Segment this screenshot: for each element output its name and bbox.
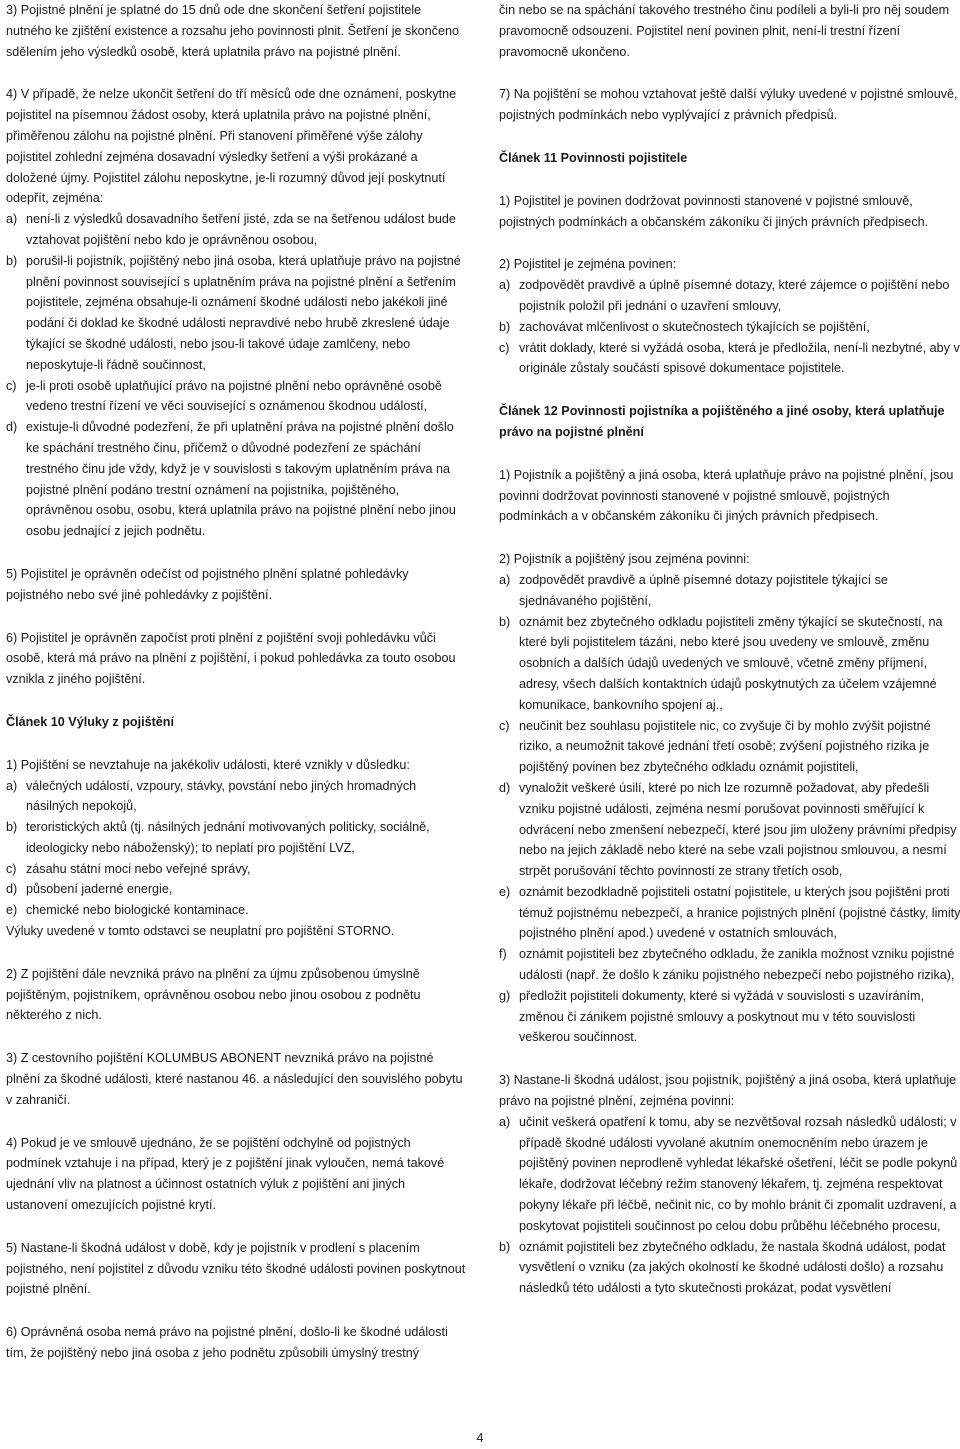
paragraph-text: 3) Z cestovního pojištění KOLUMBUS ABONENT nevzniká právo na pojistné plnění za škodné události, které nastanou 46. a následující den souvislého pobytu v zahraničí.: [6, 1051, 463, 1107]
paragraph: [6, 628, 468, 690]
list-item: [499, 986, 960, 1048]
paragraph-text: 6) Oprávněná osoba nemá právo na pojistné plnění, došlo-li ke škodné události tím, že pojištěný nebo jiná osoba z jeho podnětu způsobili úmyslný trestný: [6, 1325, 448, 1361]
list-item: [6, 817, 468, 859]
paragraph: [499, 549, 960, 1048]
paragraph-text: 1) Pojistitel je povinen dodržovat povinnosti stanovené v pojistné smlouvě, pojistných podmínkách a občanském zákoníku či jiných právních předpisech.: [499, 193, 929, 229]
paragraph: [499, 191, 960, 233]
list-item: [499, 275, 960, 317]
list-item: [6, 900, 468, 921]
list-item-text: neučinit bez souhlasu pojistitele nic, co zvyšuje či by mohlo zvýšit pojistné riziko, a neumožnit takové jednání třetí osobě; zvýšení pojistného rizika je pojištěný povinen bez zbytečného odkladu oznámit pojistiteli,: [519, 718, 931, 775]
list-item-text: existuje-li důvodné podezření, že při uplatnění práva na pojistné plnění došlo ke spáchání trestného činu, přičemž o důvodné podezření ze spáchání trestného činu jde vždy, když je v souvislosti s takovým uplatněním práva na pojistné plnění podáno trestní oznámení na pojistníka, pojištěného, oprávněnou osobu, osobu, která uplatnila právo na pojistné plnění nebo jinou osobu jednající z jejich podnětu.: [26, 420, 456, 539]
list-item: [6, 376, 468, 418]
paragraph: [499, 465, 960, 527]
article-heading: Článek 12 Povinnosti pojistníka a pojištěného a jiné osoby, která uplatňuje právo na pojistné plnění: [499, 404, 945, 439]
paragraph-text: 4) V případě, že nelze ukončit šetření do tří měsíců ode dne oznámení, poskytne pojistitel na písemnou žádost osoby, která uplatnila právo na pojistné plnění, přiměřenou zálohu na pojistné plnění. Při stanovení přiměřené výše zálohy pojistitel zohlední zejména dosavadní výsledky šetření a výši prokázané a doložené újmy. Pojistitel zálohu neposkytne, je-li rozumný důvod její poskytnutí odepřít, zejména:: [6, 87, 457, 206]
list-item-text: předložit pojistiteli dokumenty, které si vyžádá v souvislosti s uzavíráním, změnou či zánikem pojistné smlouvy a poskytnout mu v této souvislosti veškerou součinnost.: [519, 988, 925, 1045]
paragraph-text: 2) Z pojištění dále nevzniká právo na plnění za újmu způsobenou úmyslně pojištěným, pojistníkem, oprávněnou osobou nebo jinou osobou z podnětu některého z nich.: [6, 966, 421, 1023]
list-item-letter: b): [6, 253, 18, 268]
list-item-letter: b): [499, 614, 511, 629]
list-item-text: zachovávat mlčenlivost o skutečnostech týkajících se pojištění,: [519, 319, 870, 334]
paragraph-text: 1) Pojistník a pojištěný a jiná osoba, která uplatňuje právo na pojistné plnění, jsou povinni dodržovat povinnosti stanovené v pojistné smlouvě, pojistných podmínkách a v občanském zákoníku či jiných právních předpisech.: [499, 467, 954, 524]
list-item-letter: c): [6, 378, 17, 393]
list-item: [6, 251, 468, 376]
list-item-letter: f): [499, 947, 507, 962]
list-item-text: vynaložit veškeré úsilí, které po nich lze rozumně požadovat, aby předešli vzniku pojistné události, zejména nesmí porušovat povinnosti směřující k odvrácení nebo zmenšení nebezpečí, které jsou jim uloženy právními předpisy nebo na jejich základě nebo které na sebe vzali pojistnou smlouvou, a nesmí strpět porušování těchto povinností ze strany třetích osob,: [519, 780, 957, 879]
list-item: [6, 879, 468, 900]
article-heading: Článek 10 Výluky z pojištění: [6, 714, 174, 729]
paragraph: [6, 755, 468, 942]
list-item-text: zásahu státní moci nebo veřejné správy,: [26, 861, 251, 876]
list-item-letter: a): [6, 212, 18, 227]
list-item: [6, 209, 468, 251]
list-item-text: zodpovědět pravdivě a úplně písemné dotazy pojistitele týkající se sjednávaného pojištění,: [519, 572, 888, 608]
list-item: [499, 1237, 960, 1299]
list-item-letter: e): [499, 884, 511, 899]
list-item-text: oznámit pojistiteli bez zbytečného odkladu, že zanikla možnost vzniku pojistné události (např. že došlo k zániku pojistného nebezpečí nebo pojistného rizika),: [519, 947, 955, 983]
list-item-letter: b): [499, 319, 511, 334]
paragraph: [499, 0, 960, 62]
paragraph: [6, 1133, 468, 1216]
paragraph-text: 6) Pojistitel je oprávněn započíst proti plnění z pojištění svoji pohledávku vůči osobě, která má právo na plnění z pojištění, i pokud pohledávka za touto osobou vznikla z jiného pojištění.: [6, 630, 456, 687]
list-item-letter: b): [499, 1239, 511, 1254]
paragraph-text: 5) Pojistitel je oprávněn odečíst od pojistného plnění splatné pohledávky pojistného nebo své jiné pohledávky z pojištění.: [6, 566, 409, 602]
list-item-letter: c): [6, 861, 17, 876]
list-item: [499, 317, 960, 338]
list-item-text: vrátit doklady, které si vyžádá osoba, která je předložila, není-li nezbytné, aby v originále zůstaly součástí spisové dokumentace pojistitele.: [519, 340, 960, 376]
list-item: [499, 612, 960, 716]
list-item: [499, 1112, 960, 1237]
list-item: [499, 338, 960, 380]
list-item-letter: c): [499, 718, 510, 733]
list-item-text: válečných událostí, vzpoury, stávky, povstání nebo jiných hromadných násilných nepokojů,: [26, 778, 417, 814]
list-item-text: chemické nebo biologické kontaminace.: [26, 903, 249, 918]
list-item-text: působení jaderné energie,: [26, 882, 173, 897]
list-item-letter: c): [499, 340, 510, 355]
list-item-letter: a): [499, 278, 511, 293]
list-item: [6, 776, 468, 818]
paragraph: [6, 564, 468, 606]
list-item-letter: d): [6, 420, 18, 435]
list-item: [499, 778, 960, 882]
article-heading: Článek 11 Povinnosti pojistitele: [499, 150, 688, 165]
list-item-letter: b): [6, 820, 18, 835]
paragraph: [499, 254, 960, 379]
list-item: [499, 882, 960, 944]
paragraph-text: 2) Pojistník a pojištěný jsou zejména povinni:: [499, 552, 750, 567]
list-item: [6, 859, 468, 880]
list-item: [6, 417, 468, 542]
paragraph: [499, 84, 960, 126]
list-item-letter: g): [499, 988, 511, 1003]
paragraph: [6, 1238, 468, 1300]
paragraph-text: 3) Nastane-li škodná událost, jsou pojistník, pojištěný a jiná osoba, která uplatňuje právo na pojistné plnění, zejména povinni:: [499, 1073, 957, 1109]
paragraph-text: 1) Pojištění se nevztahuje na jakékoliv události, které vznikly v důsledku:: [6, 757, 410, 772]
paragraph-text: 3) Pojistné plnění je splatné do 15 dnů ode dne skončení šetření pojistitele nutného ke zjištění existence a rozsahu jeho povinnosti plnit. Šetření je skončeno sdělením jeho výsledků osobě, která uplatnila právo na pojistné plnění.: [6, 3, 459, 59]
list-item-letter: a): [499, 1114, 511, 1129]
list-item-letter: d): [6, 882, 18, 897]
paragraph-text: čin nebo se na spáchání takového trestného činu podíleli a byli-li pro něj soudem pravomocně odsouzeni. Pojistitel není povinen plnit, není-li trestní řízení pravomocně ukončeno.: [499, 3, 950, 59]
list-item-text: není-li z výsledků dosavadního šetření jisté, zda se na šetřenou událost bude vztahovat pojištění nebo kdo je oprávněnou osobou,: [26, 212, 456, 247]
left-column: [6, 0, 468, 1386]
list-item-text: teroristických aktů (tj. násilných jednání motivovaných politicky, sociálně, ideologicky nebo náboženský); to neplatí pro pojištění LVZ,: [26, 820, 430, 855]
paragraph-text: 5) Nastane-li škodná událost v době, kdy je pojistník v prodlení s placením pojistného, není pojistitel z důvodu vzniku této škodné události povinen poskytnout pojistné plnění.: [6, 1240, 466, 1297]
list-item-text: učinit veškerá opatření k tomu, aby se nezvětšoval rozsah následků události; v případě škodné události vyvolané akutním onemocněním nebo úrazem je pojištěný povinen neprodleně vyhledat lékařské ošetření, léčit se podle pokynů lékaře, dodržovat léčebný režim stanovený lékařem, tj. zejména respektovat pokyny lékaře při léčbě, nečinit nic, co by mohlo bránit či zpomalit uzdravení, a poskytovat pojistiteli součinnost po celou dobu průběhu léčebného procesu,: [519, 1114, 958, 1233]
paragraph: [6, 964, 468, 1026]
paragraph-text: 7) Na pojištění se mohou vztahovat ještě další výluky uvedené v pojistné smlouvě, pojistných podmínkách nebo vyplývající z právních předpisů.: [499, 87, 958, 123]
paragraph: [499, 1070, 960, 1299]
paragraph-text: 2) Pojistitel je zejména povinen:: [499, 257, 677, 272]
right-column: [499, 0, 960, 1321]
paragraph-text: 4) Pokud je ve smlouvě ujednáno, že se pojištění odchylně od pojistných podmínek vztahuje i na případ, který je z pojištění jinak vyloučen, nemá takové ujednání vliv na platnost a účinnost ostatních výluk z pojištění ani jiných ustanovení omezujících pojistné krytí.: [6, 1135, 445, 1213]
list-item-text: porušil-li pojistník, pojištěný nebo jiná osoba, která uplatňuje právo na pojistné plnění povinnost související s uplatněním práva na pojistné plnění a šetřením pojistitele, zejména obsahuje-li oznámení škodné události nebo jakékoli jiné podání či doklad ke škodné události nepravdivé nebo hrubě zkreslené údaje týkající se škodné události, nebo jsou-li takové údaje zamlčeny, nebo neposkytuje-li řádně součinnost,: [26, 253, 461, 372]
list-item-text: oznámit pojistiteli bez zbytečného odkladu, že nastala škodná událost, podat vysvětlení o vzniku (za jakých okolností ke škodné události došlo) a rozsahu následků této události a tyto skutečnosti prokázat, podat vysvětlení: [519, 1239, 946, 1296]
list-item-letter: d): [499, 780, 511, 795]
paragraph: [6, 1048, 468, 1110]
list-item-text: zodpovědět pravdivě a úplně písemné dotazy, které zájemce o pojištění nebo pojistník položil při jednání o uzavření smlouvy,: [519, 278, 950, 313]
paragraph: [6, 84, 468, 542]
page-number: 4: [476, 1431, 484, 1445]
paragraph: [6, 0, 468, 62]
list-item: [499, 944, 960, 986]
list-item: [499, 716, 960, 778]
list-item: [499, 570, 960, 612]
list-item-text: je-li proti osobě uplatňující právo na pojistné plnění nebo oprávněné osobě vedeno trestní řízení ve věci související s oznámenou škodnou událostí,: [26, 378, 442, 414]
list-item-letter: a): [499, 572, 511, 587]
paragraph-note: Výluky uvedené v tomto odstavci se neuplatní pro pojištění STORNO.: [6, 924, 395, 939]
list-item-letter: e): [6, 903, 18, 918]
list-item-letter: a): [6, 778, 18, 793]
list-item-text: oznámit bezodkladně pojistiteli ostatní pojistitele, u kterých jsou pojištěni proti témuž pojistnému nebezpečí, a hranice pojistných plnění (pojistné částky, limity pojistného plnění apod.) uvedené v ostatních smlouvách,: [519, 884, 960, 941]
paragraph: [6, 1322, 468, 1364]
list-item-text: oznámit bez zbytečného odkladu pojistiteli změny týkající se skutečností, na které byli pojistitelem tázáni, nebo které jsou uvedeny ve smlouvě, změnu osobních a dalších údajů uvedených ve smlouvě, včetně změny příjmení, adresy, všech dalších kontaktních údajů poskytnutých za účelem vzájemné komunikace, bankovního spojení aj.,: [519, 614, 943, 712]
